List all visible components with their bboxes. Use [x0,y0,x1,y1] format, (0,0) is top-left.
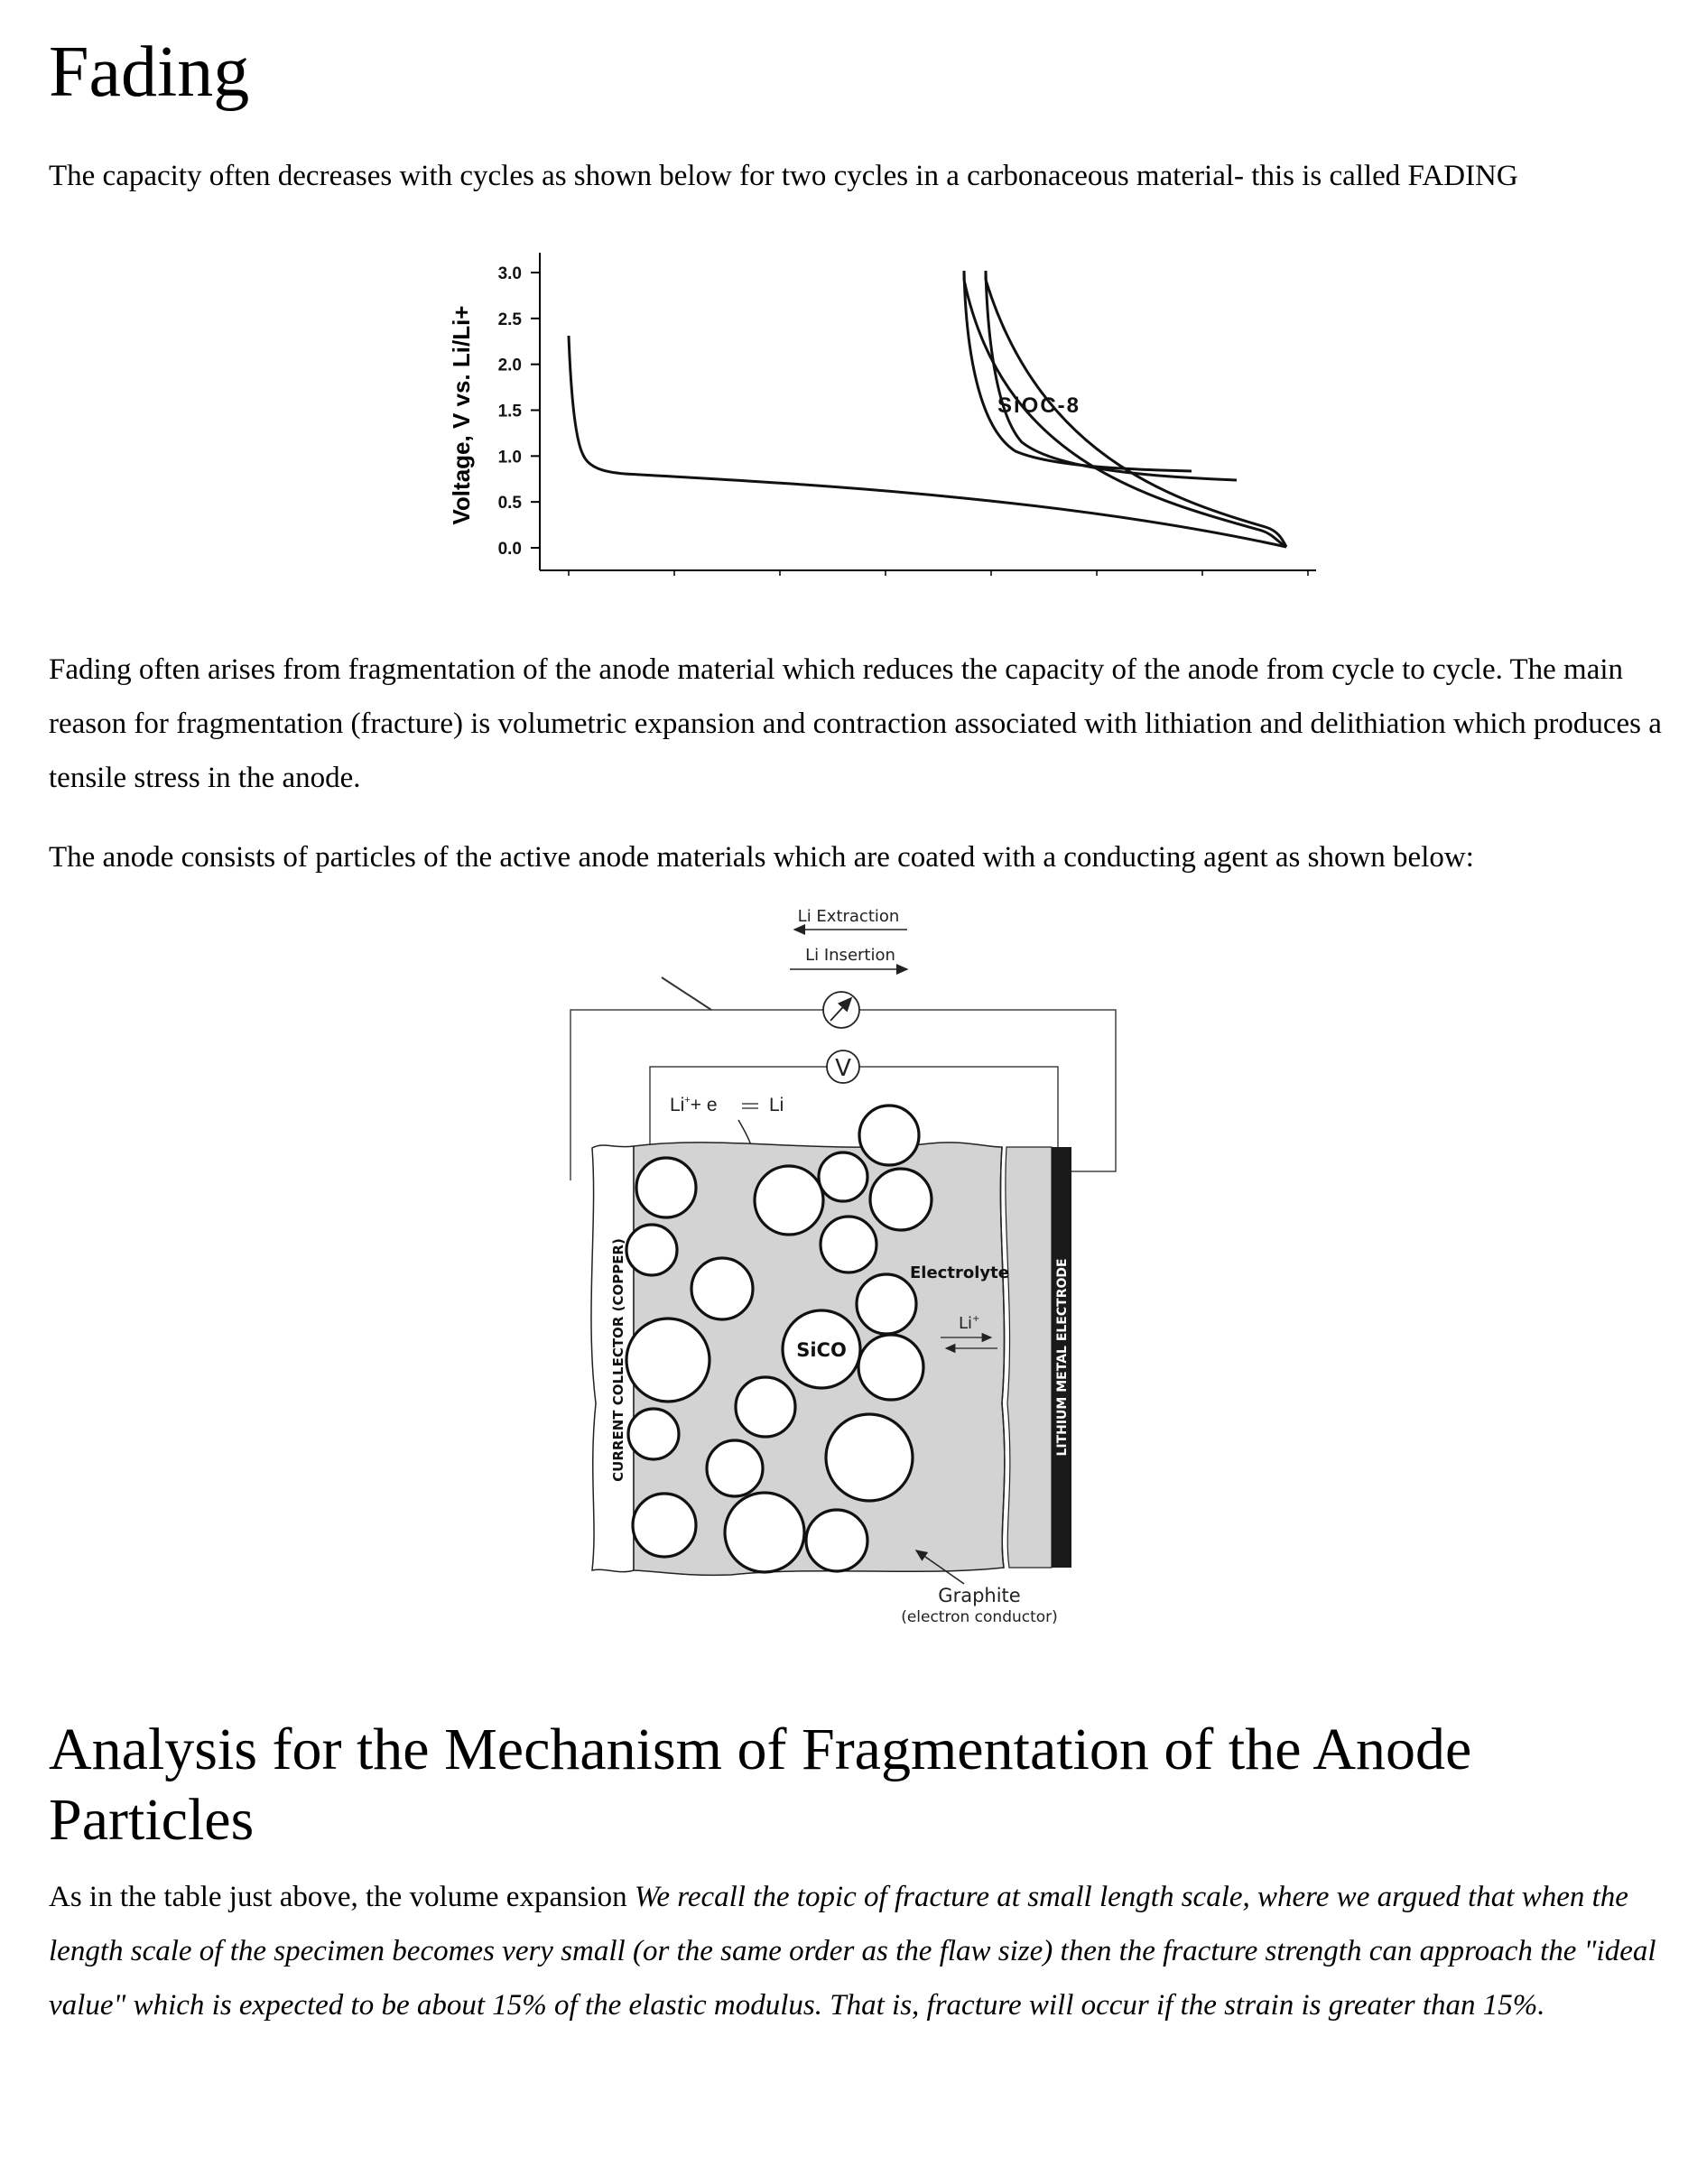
y-tick-label: 1.5 [497,402,522,421]
paragraph-fading-cause: Fading often arises from fragmentation of the anode material which reduces the capacity of the anode from cycle to cycle. The main reason for fragmentation (fracture) is volumetric expansion and contraction associated with lithiation and delithiation which produces a tensile stress in the anode. [49,653,1662,794]
y-tick-label: 2.5 [497,310,522,329]
electrolyte-gap [1006,1147,1052,1568]
y-tick-label: 2.0 [497,356,522,375]
particle [626,1319,710,1402]
voltage-chart [424,244,1327,587]
heading-analysis: Analysis for the Mechanism of Fragmentation of the Anode Particles [49,1717,1472,1853]
paragraph-anode-composition: The anode consists of particles of the active anode materials which are coated with a conducting agent as shown below: [49,841,1474,874]
analysis-text-normal: As in the table just above, the volume expansion [49,1881,635,1913]
particle [859,1106,919,1165]
lithium-electrode-label: LITHIUM METAL ELECTRODE [1055,1258,1070,1457]
voltmeter-icon [827,1050,859,1083]
y-tick-label: 1.0 [497,448,522,467]
svg-text:Li: Li [769,1095,784,1115]
electrolyte-label: Electrolyte [910,1263,1009,1282]
analysis-text-italic: We recall the topic of fracture at small length scale, where we argued that when the length scale of the specimen becomes very small (or the same order as the flaw size) then the fracture strength can approach the "ideal value" which is expected to be about 15% of the elastic modulus. That is, fracture will occur if the strain is greater than 15%. [49,1881,1656,2022]
anode-diagram [542,898,1155,1633]
particle [633,1494,696,1557]
li-ion-label: Li+ [959,1314,980,1333]
particle [858,1335,923,1400]
particle [826,1414,913,1501]
particle [736,1377,795,1437]
particle [626,1225,677,1275]
heading-fading: Fading [49,32,250,112]
li-extraction-label: Li Extraction [797,907,900,926]
svg-text:Li++ e: Li++ e [670,1095,718,1115]
reaction-label [670,1095,784,1115]
li-insertion-label: Li Insertion [805,946,895,965]
intro-paragraph: The capacity often decreases with cycles as shown below for two cycles in a carbonaceous material- this is called FADING [49,160,1518,192]
paragraph-analysis [49,1870,1665,2032]
svg-text:V: V [835,1055,851,1082]
cycle-1-curve [569,271,1286,547]
particle [636,1158,696,1217]
particle [707,1440,763,1496]
particle [725,1493,804,1572]
particle [806,1510,867,1571]
particle [870,1169,932,1230]
current-collector-label: CURRENT COLLECTOR (COPPER) [610,1238,626,1482]
ammeter-icon [823,992,859,1028]
y-tick-label: 0.5 [497,494,522,514]
particle [691,1258,753,1319]
sico-label: SiCO [796,1339,847,1361]
chart-annotation-sioc8: SiOC-8 [997,393,1081,418]
graphite-label: Graphite [938,1585,1021,1606]
particle [628,1409,679,1459]
particle [755,1166,823,1235]
particle [857,1274,916,1334]
y-axis-label: Voltage, V vs. Li/Li+ [448,305,475,525]
particle [821,1217,876,1272]
y-tick-label: 0.0 [497,540,522,559]
cycle-1-discharge [569,336,1286,547]
particle [819,1152,867,1201]
y-ticks [498,264,540,559]
graphite-note: (electron conductor) [901,1608,1058,1626]
y-tick-label: 3.0 [497,264,522,283]
